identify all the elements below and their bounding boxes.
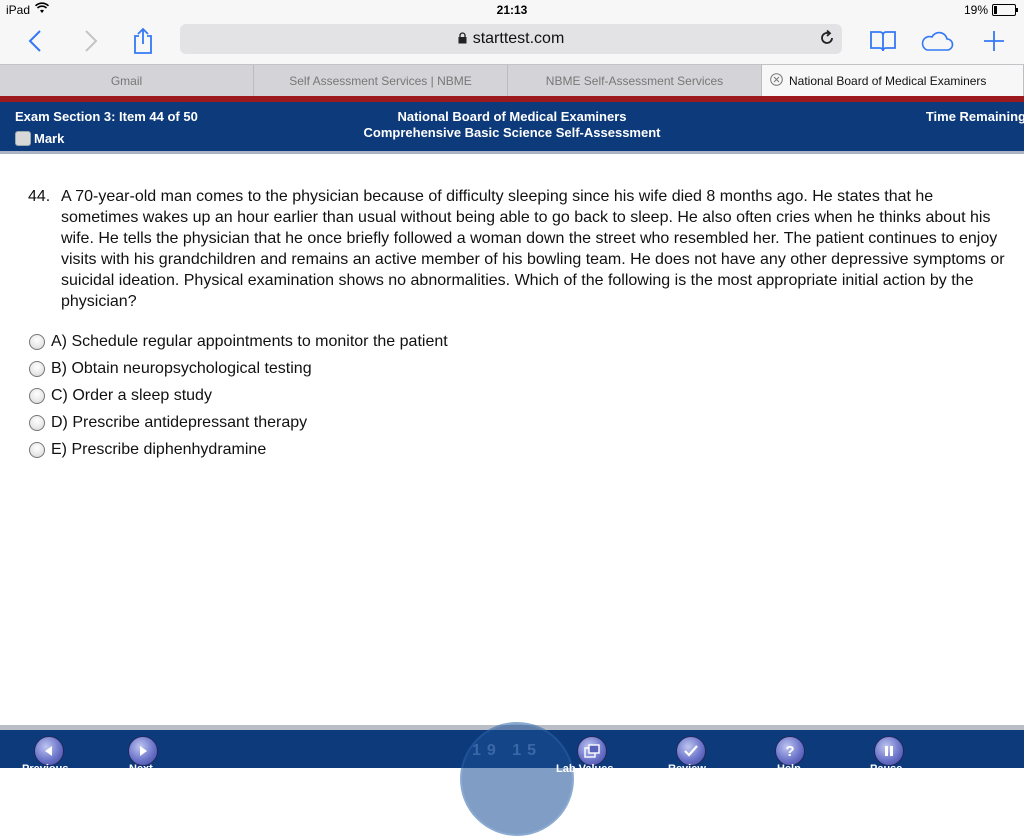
address-bar[interactable] bbox=[180, 24, 842, 54]
browser-tab-bar bbox=[0, 64, 1024, 97]
pause-label[interactable]: Pause bbox=[870, 763, 903, 775]
review-button[interactable] bbox=[676, 736, 706, 766]
battery-percent: 19% bbox=[963, 3, 988, 17]
tab-gmail[interactable] bbox=[0, 65, 254, 97]
answer-option-a[interactable] bbox=[29, 328, 448, 355]
answer-option-e[interactable] bbox=[29, 436, 448, 463]
answer-options bbox=[29, 328, 448, 463]
radio-button[interactable] bbox=[29, 361, 45, 377]
option-label[interactable]: E) Prescribe diphenhydramine bbox=[51, 440, 267, 458]
url-text: starttest.com bbox=[472, 30, 565, 47]
lock-icon bbox=[458, 31, 467, 49]
option-label[interactable]: D) Prescribe antidepressant therapy bbox=[51, 413, 308, 431]
checkmark-icon bbox=[684, 745, 698, 757]
share-icon[interactable] bbox=[128, 26, 158, 56]
reload-icon[interactable] bbox=[818, 29, 836, 52]
next-button[interactable] bbox=[128, 736, 158, 766]
answer-option-d[interactable] bbox=[29, 409, 448, 436]
question-text: A 70-year-old man comes to the physician because of difficulty sleeping since his wife died 8 months ago. He states that he sometimes wakes up an hour earlier than usual without being able to go back to sleep. He also often cries when he thinks about his wife. He tells the physician that he once briefly followed a woman down the street who resembled her. The patient continues to enjoy visits with his grandchildren and remains an active member of his bowling team. He does not have any other depressive symptoms or suicidal ideation. Physical examination shows no abnormalities. Which of the following is the most appropriate initial action by the physician? bbox=[61, 188, 1005, 310]
help-label[interactable]: Help bbox=[777, 763, 801, 775]
close-tab-icon[interactable] bbox=[770, 73, 783, 89]
previous-button[interactable] bbox=[34, 736, 64, 766]
exam-header bbox=[0, 102, 1024, 151]
option-label[interactable]: B) Obtain neuropsychological testing bbox=[51, 359, 312, 377]
radio-button[interactable] bbox=[29, 388, 45, 404]
question-stem bbox=[28, 186, 1008, 312]
next-label[interactable]: Next bbox=[129, 763, 153, 775]
pause-icon bbox=[884, 745, 894, 757]
radio-button[interactable] bbox=[29, 415, 45, 431]
pause-button[interactable] bbox=[874, 736, 904, 766]
device-name: iPad bbox=[6, 3, 31, 17]
option-label[interactable]: C) Order a sleep study bbox=[51, 386, 212, 404]
tab-nbme-active[interactable] bbox=[762, 65, 1024, 97]
exam-nav-bar bbox=[0, 730, 1024, 775]
tab-nbme-self-assessment[interactable] bbox=[508, 65, 762, 97]
lab-values-icon bbox=[584, 744, 600, 758]
option-label[interactable]: A) Schedule regular appointments to monitor the patient bbox=[51, 332, 448, 350]
clock: 21:13 bbox=[496, 3, 528, 17]
lab-values-button[interactable] bbox=[577, 736, 607, 766]
tab-label: Self Assessment Services | NBME bbox=[289, 74, 472, 88]
battery-icon bbox=[992, 4, 1016, 16]
back-icon[interactable] bbox=[20, 26, 50, 56]
header-underline bbox=[0, 151, 1024, 154]
mark-label: Mark bbox=[34, 131, 65, 146]
answer-option-c[interactable] bbox=[29, 382, 448, 409]
icloud-tabs-icon[interactable] bbox=[922, 26, 952, 56]
seal-year: 19 15 bbox=[472, 742, 543, 759]
radio-button[interactable] bbox=[29, 442, 45, 458]
tab-self-assessment-services[interactable] bbox=[254, 65, 508, 97]
tab-label: NBME Self-Assessment Services bbox=[545, 74, 724, 88]
org-title: National Board of Medical Examiners bbox=[397, 109, 627, 124]
review-label[interactable]: Review bbox=[668, 763, 706, 775]
arrow-right-icon bbox=[137, 745, 149, 757]
tab-label: Gmail bbox=[110, 74, 143, 88]
time-remaining: Time Remaining bbox=[925, 109, 1026, 124]
help-button[interactable] bbox=[775, 736, 805, 766]
question-icon: ? bbox=[785, 742, 795, 760]
lab-values-label[interactable]: Lab Values bbox=[556, 763, 614, 775]
item-counter: Exam Section 3: Item 44 of 50 bbox=[15, 109, 198, 124]
arrow-left-icon bbox=[43, 745, 55, 757]
answer-option-b[interactable] bbox=[29, 355, 448, 382]
nbme-seal-watermark bbox=[460, 722, 574, 836]
forward-icon[interactable] bbox=[76, 26, 106, 56]
new-tab-icon[interactable] bbox=[979, 26, 1009, 56]
ios-status-bar bbox=[0, 0, 1024, 20]
radio-button[interactable] bbox=[29, 334, 45, 350]
bookmarks-icon[interactable] bbox=[868, 26, 898, 56]
question-number: 44. bbox=[28, 188, 51, 205]
browser-toolbar bbox=[0, 20, 1024, 64]
previous-label[interactable]: Previous bbox=[22, 763, 69, 775]
tab-label: National Board of Medical Examiners bbox=[789, 74, 987, 88]
assessment-title: Comprehensive Basic Science Self-Assessment bbox=[363, 125, 661, 140]
